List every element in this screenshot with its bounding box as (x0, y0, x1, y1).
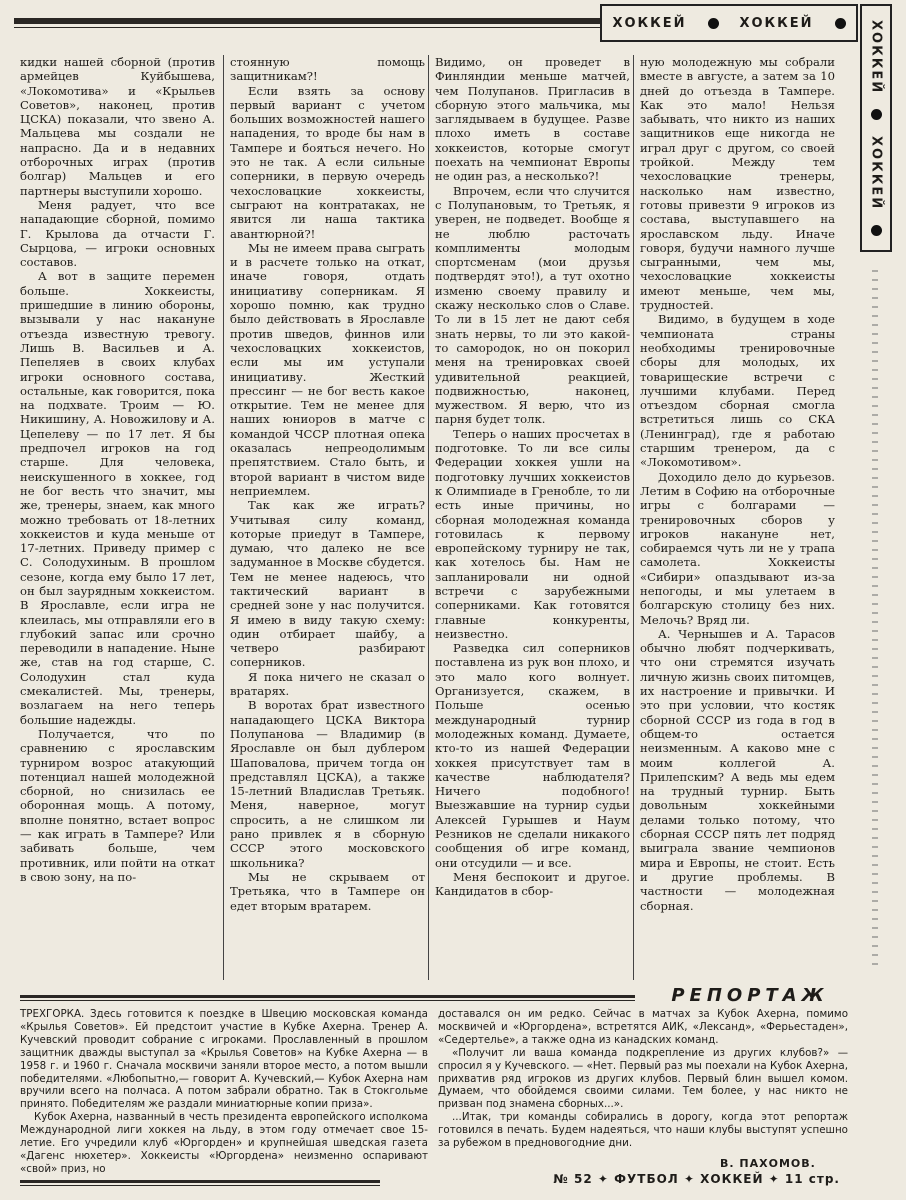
paragraph: Теперь о наших просчетах в подготовке. То ли все силы Федерации хоккея ушли на подготовку лучших хоккеистов к Олимпиаде в Гренобле, то ли есть иные причины, но сборная молодежная команда готовилась к первому европейскому турниру не так, как хотелось бы. Нам не запланировали ни одной встречи с зарубежными соперниками. Как готовятся главные конкуренты, неизвестно. (435, 426, 630, 641)
paragraph: Видимо, он проведет в Финляндии меньше матчей, чем Полупанов. Пригласив в сборную этого мальчика, мы заглядываем в будущее. Разве плохо иметь в составе хоккеистов, которые смогут поехать на чемпионат Европы не один раз, а несколько?! (435, 55, 630, 184)
paragraph: ...Итак, три команды собирались в дорогу, когда этот репортаж готовился в печать. Будем надеяться, что наши клубы выступят успешно за рубежом в предновогодние дни. (438, 1111, 848, 1150)
header-word-right: ХОККЕЙ (739, 15, 814, 31)
paragraph: Видимо, в будущем в ходе чемпионата страны необходимы тренировочные сборы для молодых, их товарищеские встречи с лучшими клубами. Перед отъездом сборная смогла встретиться лишь со СКА (Ленинград), где я работаю старшим тренером, да с «Локомотивом». (640, 312, 835, 470)
paragraph: доставался он им редко. Сейчас в матчах за Кубок Ахерна, помимо москвичей и «Юргордена», встретятся АИК, «Лександ», «Ферьестаден», «Седертелье», а также одна из канадских команд. (438, 1008, 848, 1046)
paragraph: «Получит ли ваша команда подкрепление из других клубов?» — спросил я у Кучевского. — «Нет. Первый раз мы поехали на Кубок Ахерна, прихватив ряд игроков из других клубов. Первый блин вышел комом. Думаем, что обойдемся своими силами. Тем более, у нас никто не призван под знамена сборных...». (438, 1046, 848, 1111)
bullet-icon (871, 109, 882, 120)
paragraph: ТРЕХГОРКА. Здесь готовится к поездке в Швецию московская команда «Крылья Советов». Ей предстоит участие в Кубке Ахерна. Тренер А. Кучевский проводит собрание с игроками. Прославленный в прошлом защитник дважды выступал за «Крылья Советов» на Кубке Ахерна — в 1958 г. и 1960 г. Сначала москвичи заняли второе место, а потом вышли победителями. «Любопытно,— говорит А. Кучевский,— Кубок Ахерна нам вручили всего на полчаса. А потом забрали обратно. Так в Стокгольме принято. Победителям же раздали миниатюрные копии приза». (20, 1008, 428, 1111)
author-signature: В. ПАХОМОВ. (720, 1157, 816, 1170)
article-column-1 (20, 55, 215, 983)
side-dotted-rule (872, 270, 878, 970)
top-rule (14, 18, 602, 24)
bullet-icon (835, 18, 846, 29)
report-column-left (20, 1008, 428, 1176)
paragraph: Мы не имеем права сыграть и в расчете только на откат, иначе говоря, отдать инициативу соперникам. Я хорошо помню, как трудно было действовать в Ярославле против шведов, финнов или чехословацких хоккеистов, если мы им уступали инициативу. Жесткий прессинг — не бог весть какое открытие. Тем не менее для наших юниоров в матче с командой ЧССР плотная опека оказалась непреодолимым препятствием. Стало быть, и второй вариант в чистом виде неприемлем. (230, 240, 425, 498)
header-word-left: ХОККЕЙ (612, 15, 687, 31)
paragraph: В воротах брат известного нападающего ЦСКА Виктора Полупанова — Владимир (в Ярославле он был дублером Шаповалова, причем тогда он представлял ЦСКА), а также 15-летний Владислав Третьяк. Меня, наверное, могут спросить, а не слишком ли рано привлек я в сборную СССР этого московского школьника? (230, 698, 425, 870)
article-body (20, 55, 850, 983)
bullet-icon (871, 225, 882, 236)
paragraph: Я пока ничего не сказал о вратарях. (230, 669, 425, 699)
paragraph: Меня радует, что все нападающие сборной, помимо Г. Крылова да отчасти Г. Сырцова, — игроки основных составов. (20, 197, 215, 270)
footer-rule (20, 1180, 380, 1183)
paragraph: Мы не скрываем от Третьяка, что в Тампере он едет вторым вратарем. (230, 869, 425, 913)
page-footer: № 52 ✦ ФУТБОЛ ✦ ХОККЕЙ ✦ 11 стр. (553, 1172, 840, 1186)
article-column-4 (640, 55, 835, 983)
side-header (860, 4, 892, 252)
paragraph: Впрочем, если что случится с Полупановым, то Третьяк, я уверен, не подведет. Вообще я не люблю расточать комплименты молодым спортсменам (мои друзья подтвердят это!), а тут охотно изменю своему правилу и скажу несколько слов о Славе. То ли в 15 лет не дают себя знать нервы, то ли это какой-то самородок, но он покорил меня на тренировках своей удивительной реакцией, подвижностью, наконец, мужеством. Я верю, что из парня будет толк. (435, 183, 630, 427)
paragraph: Так как же играть? Учитывая силу команд, которые приедут в Тампере, думаю, что далеко не все задуманное в Москве сбудется. Тем не менее надеюсь, что тактический вариант в средней зоне у нас получится. Я имею в виду такую схему: один отбирает шайбу, а четверо разбирают соперников. (230, 498, 425, 670)
paragraph: ную молодежную мы собрали вместе в августе, а затем за 10 дней до отъезда в Тампере. Как это мало! Нельзя забывать, что никто из наших защитников еще никогда не играл друг с другом, со своей тройкой. Между тем чехословацкие тренеры, насколько нам известно, готовы привезти 9 игроков из состава, выступавшего на ярославском льду. Иначе говоря, будучи намного лучше сыгранными, чем мы, чехословацкие хоккеисты имеют меньше, чем мы, трудностей. (640, 55, 835, 313)
paragraph: Разведка сил соперников поставлена из рук вон плохо, и это мало кого волнует. Организуется, скажем, в Польше осенью международный турнир молодежных команд. Думаете, кто-то из нашей Федерации хоккея присутствует там в качестве наблюдателя? Ничего подобного! Выезжавшие на турнир судьи Алексей Гурышев и Наум Резников не сделали никакого сообщения об игре команд, они отсудили — и все. (435, 641, 630, 870)
article-column-3 (435, 55, 630, 983)
paragraph: Кубок Ахерна, названный в честь президента европейского исполкома Международной лиги хоккея на льду, в этом году отмечает свое 15-летие. Его учредили клуб «Юргорден» и крупнейшая шведская газета «Дагенс нюхетер». Хоккеисты «Юргордена» неизменно оспаривают «свой» приз, но (20, 1111, 428, 1175)
footer-rule-thin (20, 1185, 380, 1186)
paragraph: Если взять за основу первый вариант с учетом больших возможностей нашего нападения, то вроде бы нам в Тампере и бояться нечего. Но это не так. А если сильные соперники, в первую очередь чехословацкие хоккеисты, сыграют на контратаках, не явится ли наша тактика авантюрной?! (230, 83, 425, 241)
side-word-bottom: ХОККЕЙ (868, 135, 884, 210)
paragraph: Получается, что по сравнению с ярославским турниром возрос атакующий потенциал нашей молодежной сборной, но снизилась ее оборонная мощь. А потому, вполне понятно, встает вопрос — как играть в Тампере? Или забивать больше, чем противник, или пойти на откат в свою зону, на по- (20, 726, 215, 884)
section-header (600, 4, 858, 42)
report-rule-thin (20, 1000, 635, 1001)
bullet-icon (708, 18, 719, 29)
article-column-2 (230, 55, 425, 983)
side-word-top: ХОККЕЙ (868, 19, 884, 94)
paragraph: Доходило дело до курьезов. Летим в Софию на отборочные игры с болгарами — тренировочных сборов у игроков накануне нет, собираемся чуть ли не у трапа самолета. Хоккеисты «Сибири» опаздывают из-за непогоды, и мы улетаем в болгарскую столицу без них. Мелочь? Вряд ли. (640, 469, 835, 627)
report-title: РЕПОРТАЖ (671, 985, 829, 1006)
paragraph: А вот в защите перемен больше. Хоккеисты, пришедшие в линию обороны, вызывали у нас накануне отъезда известную тревогу. Лишь В. Васильев и А. Пепеляев в своих клубах игроки основного состава, остальные, как говорится, пока на подхвате. Троим — Ю. Никишину, А. Новожилову и А. Цепелеву — по 17 лет. Я бы предпочел игроков на год старше. Для человека, неискушенного в хоккее, год не бог весть что значит, мы же, тренеры, знаем, как много можно требовать от 18-летних хоккеистов и куда меньше от 17-летних. Приведу пример с С. Солодухиным. В прошлом сезоне, когда ему было 17 лет, он был заурядным хоккеистом. В Ярославле, если игра не клеилась, мы отправляли его в глубокий запас или срочно переводили в нападение. Ныне же, став на год старше, С. Солодухин стал куда смекалистей. Мы, тренеры, возлагаем на него теперь большие надежды. (20, 269, 215, 727)
report-rule (20, 995, 635, 998)
report-column-right (438, 1008, 848, 1150)
paragraph: кидки нашей сборной (против армейцев Куйбышева, «Локомотива» и «Крыльев Советов», наконец, против ЦСКА) показали, что звено А. Мальцева мы создали не напрасно. Да и в недавних отборочных играх (против болгар) Мальцев и его партнеры выступили хорошо. (20, 55, 215, 198)
top-rule-thin (14, 27, 602, 28)
paragraph: Меня беспокоит и другое. Кандидатов в сбор- (435, 869, 630, 899)
paragraph: стоянную помощь защитникам?! (230, 55, 425, 84)
paragraph: А. Чернышев и А. Тарасов обычно любят подчеркивать, что они стремятся изучать личную жизнь своих питомцев, их настроение и привычки. И это при условии, что костяк сборной СССР из года в год в общем-то остается неизменным. А каково мне с моим коллегой А. Прилепским? А ведь мы едем на трудный турнир. Быть довольным хоккейными делами только потому, что сборная СССР пять лет подряд выиграла звание чемпионов мира и Европы, не стоит. Есть и другие проблемы. В частности — молодежная сборная. (640, 626, 835, 913)
